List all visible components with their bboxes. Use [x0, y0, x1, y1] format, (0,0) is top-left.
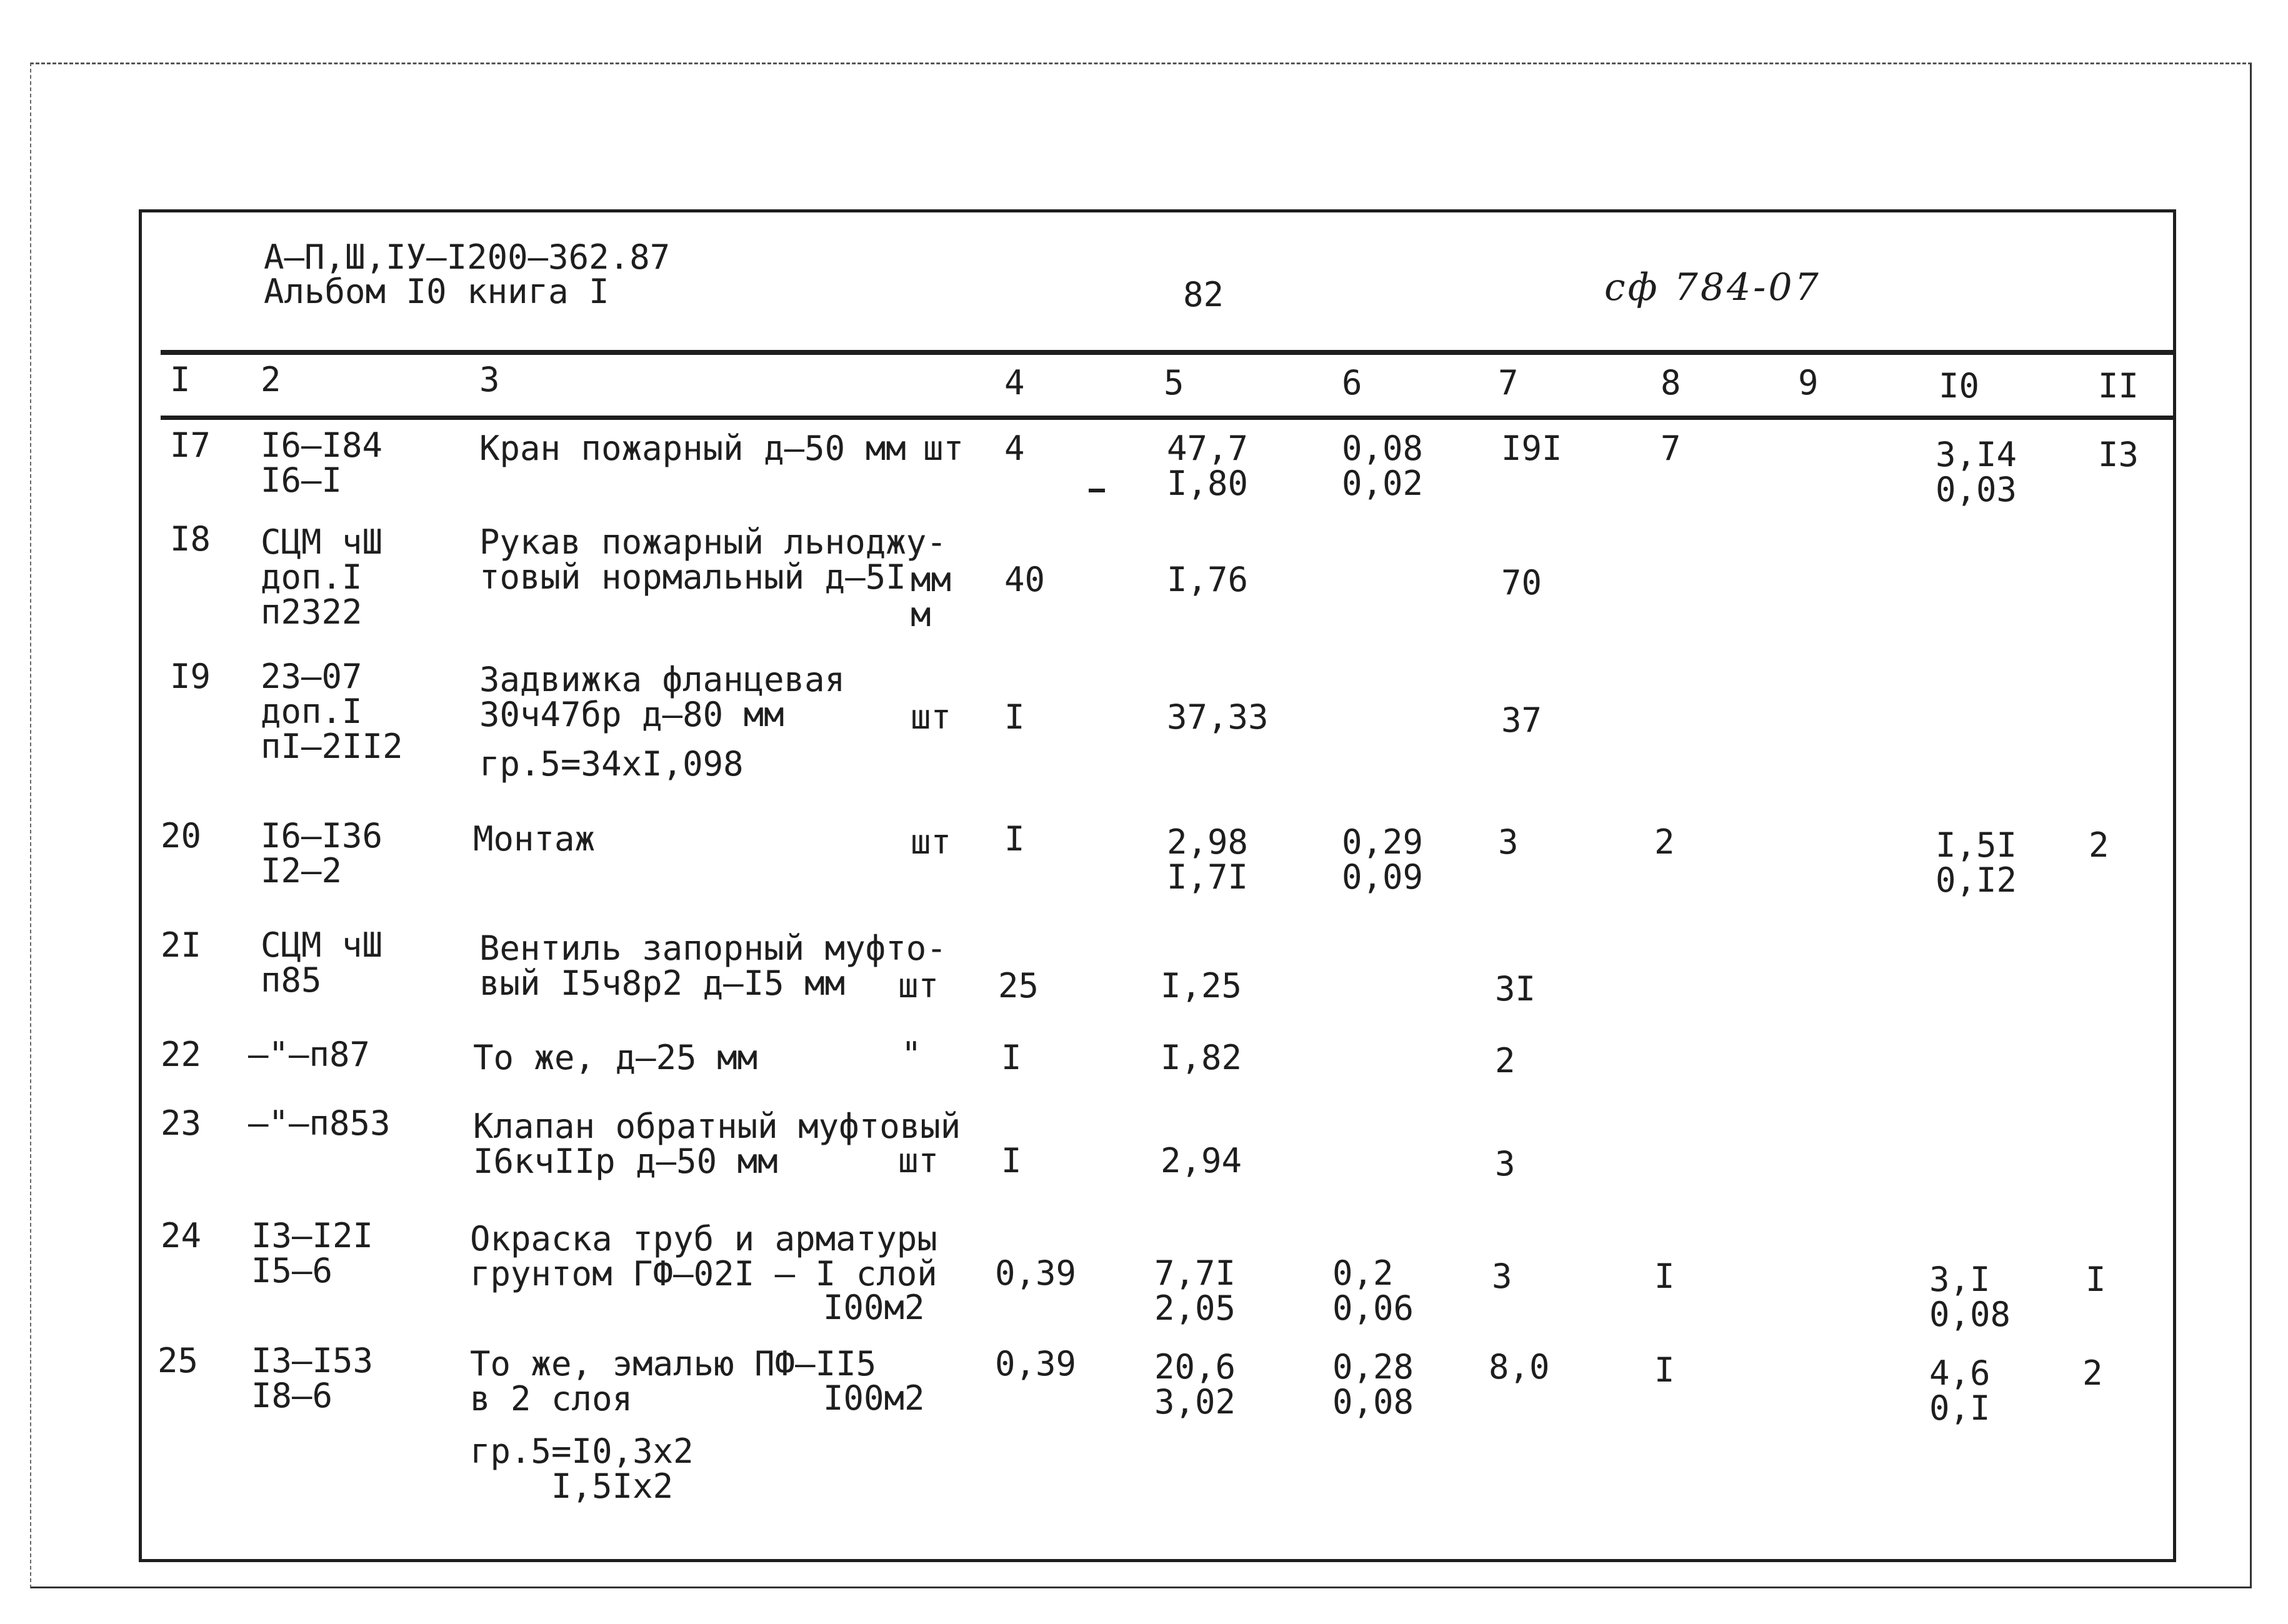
- row-22-col5: I,82: [1161, 1038, 1242, 1077]
- row-18-code: СЦМ чШ доп.I п2322: [261, 522, 383, 632]
- row-18-quantity: 40: [1004, 560, 1046, 599]
- row-20-number: 20: [161, 816, 202, 855]
- column-header-4: 4: [1004, 363, 1025, 402]
- row-19-number: I9: [170, 657, 211, 696]
- column-header-8: 8: [1661, 363, 1681, 402]
- row-17-col5: 47,7 I,80: [1167, 429, 1249, 503]
- row-18-unit: мм м: [911, 560, 952, 634]
- row-22-description: То же, д–25 мм: [473, 1038, 758, 1077]
- row-17-col8: 7: [1661, 429, 1681, 468]
- row-21-description: Вентиль запорный муфто- вый I5ч8р2 д–I5 мм: [479, 929, 947, 1003]
- row-21-col5: I,25: [1161, 966, 1242, 1005]
- row-23-code: –"–п853: [248, 1103, 391, 1143]
- row-21-unit: шт: [898, 966, 939, 1005]
- row-22-col7: 2: [1495, 1041, 1516, 1080]
- row-17-number: I7: [170, 426, 211, 465]
- row-19-col5: 37,33: [1167, 697, 1269, 737]
- row-17-col11: I3: [2098, 435, 2139, 474]
- row-19-note: гр.5=34хI,098: [479, 744, 744, 784]
- row-21-quantity: 25: [998, 966, 1039, 1005]
- row-19-code: 23–07 доп.I пI–2II2: [261, 657, 403, 766]
- row-17-col7: I9I: [1501, 429, 1562, 468]
- row-20-col7: 3: [1498, 822, 1519, 862]
- row-22-code: –"–п87: [248, 1035, 371, 1074]
- row-25-number: 25: [157, 1341, 199, 1380]
- row-19-col7: 37: [1501, 700, 1542, 740]
- row-20-col6: 0,29 0,09: [1342, 822, 1424, 897]
- row-23-unit: шт: [898, 1141, 939, 1180]
- column-header-3: 3: [479, 360, 500, 399]
- column-header-6: 6: [1342, 363, 1362, 402]
- row-24-col10: 3,I 0,08: [1929, 1260, 2011, 1334]
- row-17-quantity: 4: [1004, 429, 1025, 468]
- column-header-rule: [161, 416, 2174, 420]
- row-20-col11: 2: [2089, 825, 2109, 865]
- album-title: Альбом I0 книга I: [264, 272, 609, 311]
- row-24-col5: 7,7I 2,05: [1154, 1253, 1236, 1328]
- handwritten-stamp: сф 784-07: [1604, 266, 1821, 309]
- column-header-1: I: [170, 360, 191, 399]
- row-24-col6: 0,2 0,06: [1332, 1253, 1414, 1328]
- row-23-number: 23: [161, 1103, 202, 1143]
- header-rule: [161, 350, 2174, 355]
- row-25-code: I3–I53 I8–6: [251, 1341, 374, 1415]
- page-number: 82: [1183, 275, 1224, 314]
- row-22-number: 22: [161, 1035, 202, 1074]
- row-19-quantity: I: [1004, 697, 1025, 737]
- row-18-number: I8: [170, 519, 211, 559]
- row-25-description: То же, эмалью ПФ–II5 в 2 слоя: [470, 1344, 877, 1418]
- row-17-col6: 0,08 0,02: [1342, 429, 1424, 503]
- row-23-col5: 2,94: [1161, 1141, 1242, 1180]
- row-23-quantity: I: [1001, 1141, 1022, 1180]
- row-18-description: Рукав пожарный льноджу- товый нормальный д–5I: [479, 522, 947, 597]
- row-24-unit: I00м2: [823, 1288, 925, 1327]
- column-header-5: 5: [1164, 363, 1184, 402]
- row-20-quantity: I: [1004, 819, 1025, 859]
- row-20-description: Монтаж: [473, 819, 596, 859]
- row-24-col11: I: [2086, 1260, 2106, 1299]
- row-20-col5: 2,98 I,7I: [1167, 822, 1249, 897]
- column-header-7: 7: [1498, 363, 1519, 402]
- row-25-unit: I00м2: [823, 1378, 925, 1418]
- row-25-col8: I: [1654, 1350, 1675, 1390]
- row-23-col7: 3: [1495, 1144, 1516, 1183]
- row-25-quantity: 0,39: [995, 1344, 1077, 1383]
- row-20-col10: I,5I 0,I2: [1936, 825, 2017, 900]
- column-header-11: II: [2098, 366, 2139, 406]
- row-25-col5: 20,6 3,02: [1154, 1347, 1236, 1422]
- row-17-col10: 3,I4 0,03: [1936, 435, 2017, 509]
- row-24-col7: 3: [1492, 1257, 1512, 1296]
- row-24-code: I3–I2I I5–6: [251, 1216, 374, 1290]
- row-17-dash: [1089, 489, 1105, 492]
- row-18-col7: 70: [1501, 563, 1542, 602]
- document-code: А–П,Ш,IУ–I200–362.87: [264, 237, 671, 277]
- row-24-number: 24: [161, 1216, 202, 1255]
- column-header-9: 9: [1798, 363, 1819, 402]
- row-17-code: I6–I84 I6–I: [261, 426, 383, 500]
- row-23-description: Клапан обратный муфтовый I6кчIIр д–50 мм: [473, 1107, 961, 1181]
- column-header-2: 2: [261, 360, 281, 399]
- row-20-col8: 2: [1654, 822, 1675, 862]
- row-20-unit: шт: [911, 822, 952, 862]
- row-20-code: I6–I36 I2–2: [261, 816, 383, 890]
- row-25-col6: 0,28 0,08: [1332, 1347, 1414, 1422]
- row-21-col7: 3I: [1495, 969, 1536, 1009]
- row-24-quantity: 0,39: [995, 1253, 1077, 1293]
- row-17-unit: шт: [923, 429, 964, 468]
- row-22-unit: ": [901, 1035, 922, 1074]
- row-21-number: 2I: [161, 925, 202, 965]
- row-17-description: Кран пожарный д–50 мм: [479, 429, 906, 468]
- row-25-note: гр.5=I0,3х2 I,5Iх2: [470, 1432, 694, 1506]
- row-18-col5: I,76: [1167, 560, 1249, 599]
- row-25-col11: 2: [2082, 1353, 2103, 1393]
- row-24-description: Окраска труб и арматуры грунтом ГФ–02I – I слой: [470, 1219, 937, 1293]
- row-25-col10: 4,6 0,I: [1929, 1353, 1991, 1428]
- row-25-col7: 8,0: [1489, 1347, 1550, 1387]
- row-24-col8: I: [1654, 1257, 1675, 1296]
- row-21-code: СЦМ чШ п85: [261, 925, 383, 1000]
- column-header-10: I0: [1939, 366, 1980, 406]
- row-19-unit: шт: [911, 697, 952, 737]
- document-frame: [139, 209, 2176, 1562]
- row-19-description: Задвижка фланцевая 30ч47бр д–80 мм: [479, 660, 846, 734]
- row-22-quantity: I: [1001, 1038, 1022, 1077]
